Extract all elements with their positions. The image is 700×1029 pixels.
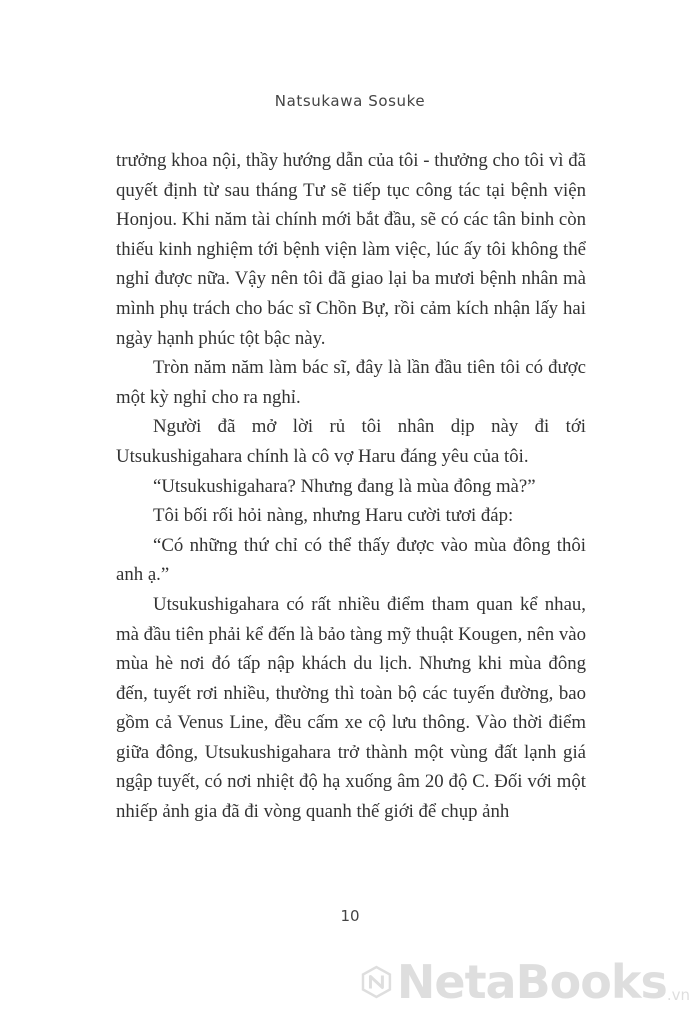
watermark-suffix: .vn (666, 986, 690, 1004)
page-number: 10 (340, 907, 360, 925)
body-text (116, 146, 586, 827)
paragraph: Tròn năm năm làm bác sĩ, đây là lần đầu tiên tôi có được một kỳ nghỉ cho ra nghỉ. (116, 357, 586, 408)
netabooks-logo-icon (360, 949, 393, 1015)
watermark (360, 946, 690, 1018)
paragraph: “Utsukushigahara? Nhưng đang là mùa đông mà?” (153, 475, 536, 497)
paragraph: Người đã mở lời rủ tôi nhân dịp này đi tới Utsukushigahara chính là cô vợ Haru đáng yêu của tôi. (116, 416, 586, 467)
paragraph: Tôi bối rối hỏi nàng, nhưng Haru cười tươi đáp: (153, 505, 514, 527)
watermark-brand: NetaBooks (396, 955, 667, 1009)
paragraph: Utsukushigahara có rất nhiều điểm tham quan kể nhau, mà đầu tiên phải kể đến là bảo tàng mỹ thuật Kougen, nên vào mùa hè nơi đó tấp nập khách du lịch. Nhưng khi mùa đông đến, tuyết rơi nhiều, thường thì toàn bộ các tuyến đường, bao gồm cả Venus Line, đều cấm xe cộ lưu thông. Vào thời điểm giữa đông, Utsukushigahara trở thành một vùng đất lạnh giá ngập tuyết, có nơi nhiệt độ hạ xuống âm 20 độ C. Đối với một nhiếp ảnh gia đã đi vòng quanh thế giới để chụp ảnh (116, 593, 586, 823)
paragraph: trưởng khoa nội, thầy hướng dẫn của tôi - thưởng cho tôi vì đã quyết định từ sau tháng Tư sẽ tiếp tục công tác tại bệnh viện Honjou. Khi năm tài chính mới bắt đầu, sẽ có các tân binh còn thiếu kinh nghiệm tới bệnh viện làm việc, lúc ấy tôi không thể nghỉ được nữa. Vậy nên tôi đã giao lại ba mươi bệnh nhân mà mình phụ trách cho bác sĩ Chồn Bự, rồi cảm kích nhận lấy hai ngày hạnh phúc tột bậc này. (116, 150, 586, 349)
paragraph: “Có những thứ chỉ có thể thấy được vào mùa đông thôi anh ạ.” (116, 534, 586, 586)
running-header: Natsukawa Sosuke (274, 92, 426, 110)
